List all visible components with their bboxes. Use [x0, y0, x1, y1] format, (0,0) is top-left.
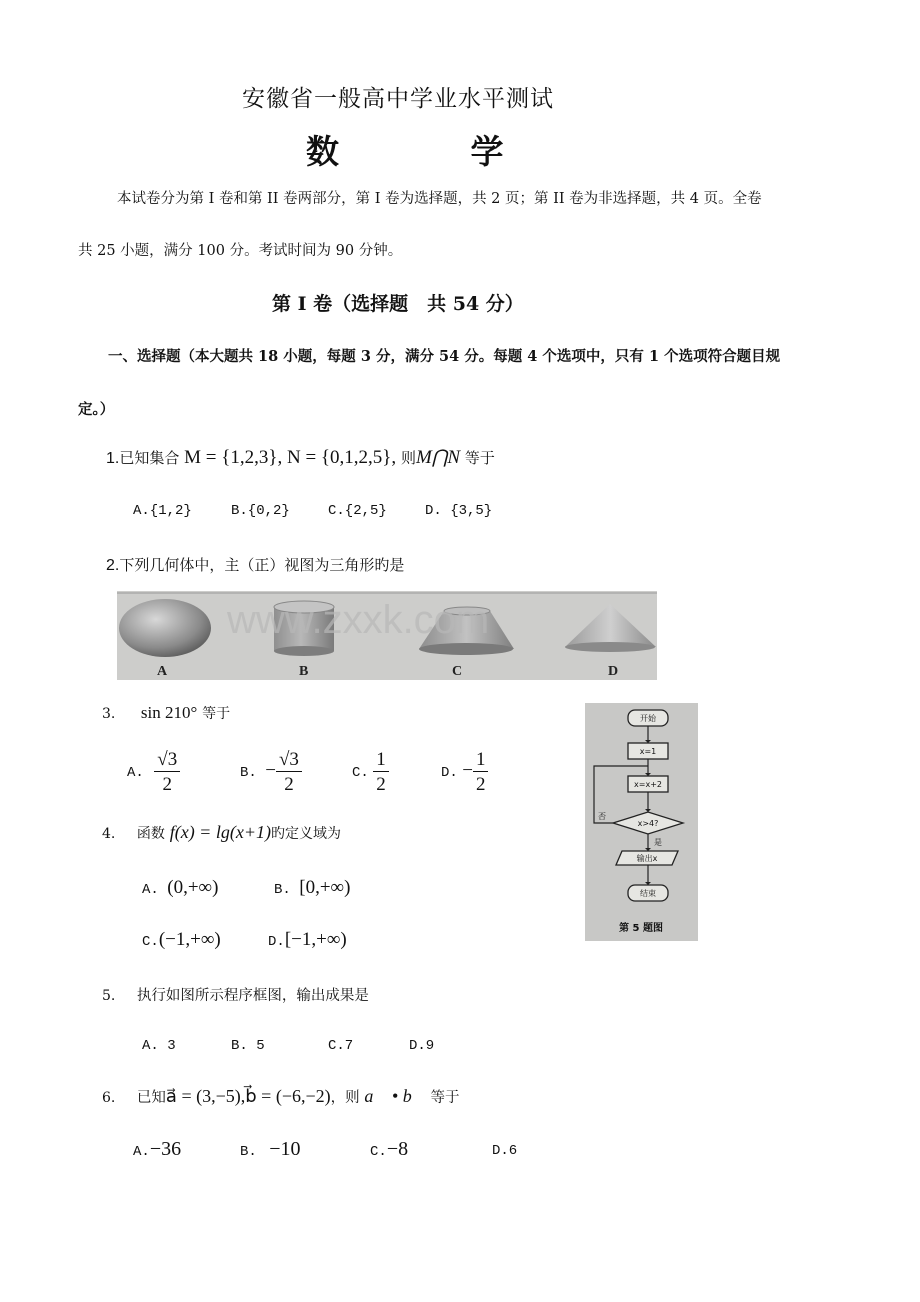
question-4	[102, 822, 341, 843]
q4-option-d	[268, 929, 347, 951]
q5-option-b: B. 5	[231, 1038, 265, 1054]
q5-flowchart-figure	[585, 703, 698, 941]
q4-number: 4.	[102, 826, 116, 842]
q2-text: 下列几何体中，主（正）视图为三角形旳是	[119, 556, 405, 574]
q4-c-value: (−1,+∞)	[158, 929, 221, 950]
q3-b-fraction	[276, 750, 302, 794]
q5-text: 执行如图所示程序框图，输出成果是	[136, 988, 369, 1004]
q3-d-denominator: 2	[475, 774, 486, 795]
flow-condition-text: x>4?	[637, 819, 659, 828]
q3-c-numerator: 1	[373, 750, 389, 772]
flow-update-text: x=x+2	[634, 780, 662, 789]
q6-option-d: D.6	[492, 1143, 518, 1159]
q1-option-b: B.{0,2}	[231, 503, 290, 519]
q4-option-b	[274, 877, 350, 899]
q3-b-sign: −	[265, 760, 276, 781]
flow-init-text: x=1	[639, 747, 657, 756]
q6-option-a	[133, 1138, 181, 1161]
q6-a-label: A.	[133, 1144, 150, 1160]
q2-solids-svg	[117, 591, 657, 680]
q2-label-c: C	[452, 664, 463, 679]
question-1	[106, 446, 495, 469]
q2-label-a: A	[157, 664, 168, 679]
q4-a-label: A.	[142, 882, 159, 898]
q1-expr: M⋂N	[415, 447, 461, 468]
q3-d-numerator: 1	[473, 750, 489, 772]
q3-d-label: D.	[441, 765, 458, 781]
q1-tail: 等于	[464, 449, 495, 467]
q2-number: 2.	[106, 557, 120, 574]
q6-vector-b: b⃗ = (−6,−2)	[245, 1086, 331, 1106]
question-2	[106, 554, 404, 575]
q3-option-a	[127, 750, 180, 794]
q1-lead: 已知集合	[119, 449, 180, 467]
section-instruction-2: 定。）	[78, 401, 115, 418]
q5-option-d: D.9	[409, 1038, 435, 1054]
q6-mid: ，则	[330, 1090, 360, 1106]
q6-number: 6.	[102, 1090, 116, 1106]
q6-expr: a⃗ • b⃗	[364, 1086, 426, 1106]
q3-a-numerator: √3	[154, 750, 180, 772]
q5-option-c: C.7	[328, 1038, 354, 1054]
q6-a-value: −36	[149, 1138, 182, 1160]
q1-number: 1.	[106, 450, 120, 467]
q2-label-d: D	[608, 664, 619, 679]
q3-b-label: B.	[240, 765, 257, 781]
q3-expr: sin 210°	[140, 703, 198, 722]
q3-option-b	[240, 750, 302, 794]
flow-no-label: 否	[598, 812, 606, 821]
q3-a-fraction	[154, 750, 180, 794]
q3-d-sign: −	[462, 760, 473, 781]
q6-c-value: −8	[386, 1138, 409, 1160]
q3-a-label: A.	[127, 765, 144, 781]
flow-caption: 第 5 题图	[619, 923, 663, 934]
sphere-solid	[119, 599, 211, 657]
q3-option-d	[441, 750, 488, 794]
q3-d-fraction	[473, 750, 489, 794]
flow-start-text: 开始	[640, 714, 656, 723]
question-5	[102, 984, 369, 1005]
q3-tail: 等于	[202, 706, 231, 722]
q6-lead: 已知	[136, 1090, 166, 1106]
q1-option-a: A.{1,2}	[133, 503, 192, 519]
q3-option-c	[352, 750, 389, 794]
q6-c-label: C.	[370, 1144, 387, 1160]
q1-then: 则	[400, 449, 416, 467]
q6-tail: 等于	[430, 1090, 460, 1106]
section-title: 第 I 卷（选择题 共 54 分）	[272, 293, 524, 315]
question-6	[102, 1086, 460, 1107]
q6-b-label: B.	[240, 1144, 257, 1160]
q4-expr: f(x) = lg(x+1)	[169, 822, 271, 842]
q4-lead: 函数	[136, 826, 165, 842]
q4-d-label: D.	[268, 934, 285, 950]
q4-c-label: C.	[142, 934, 159, 950]
q1-option-c: C.{2,5}	[328, 503, 387, 519]
q5-flowchart-svg	[585, 703, 698, 941]
q6-option-b	[240, 1138, 301, 1161]
q3-number: 3.	[102, 706, 116, 722]
q3-b-denominator: 2	[284, 774, 294, 795]
exam-subtitle: 安徽省一般高中学业水平测试	[242, 86, 554, 112]
intro-line-1: 本试卷分为第 I 卷和第 II 卷两部分，第 I 卷为选择题，共 2 页；第 II 卷为非选择题，共 4 页。全卷	[117, 191, 762, 207]
q4-tail: 旳定义域为	[270, 826, 341, 842]
q5-option-a: A. 3	[142, 1038, 176, 1054]
q1-option-d: D. {3,5}	[425, 503, 493, 519]
question-3	[102, 703, 230, 723]
q3-b-numerator: √3	[276, 750, 302, 772]
q4-option-a	[142, 877, 218, 899]
q4-b-value: [0,+∞)	[299, 877, 351, 898]
q3-c-fraction	[373, 750, 389, 794]
q4-a-value: (0,+∞)	[167, 877, 219, 898]
intro-line-2: 共 25 小题，满分 100 分。考试时间为 90 分钟。	[78, 243, 403, 259]
q4-option-c	[142, 929, 221, 951]
q2-label-b: B	[299, 664, 309, 679]
q4-d-value: [−1,+∞)	[284, 929, 347, 950]
flow-yes-label: 是	[654, 838, 662, 847]
q2-solids-figure	[117, 591, 657, 680]
section-instruction-1: 一、选择题（本大题共 18 小题，每题 3 分，满分 54 分。每题 4 个选项中，只有 1 个选项符合题目规	[108, 348, 781, 365]
flow-output-text: 输出x	[636, 854, 658, 863]
q3-c-denominator: 2	[376, 774, 386, 795]
exam-title: 数 学	[306, 132, 564, 171]
q6-option-c	[370, 1138, 408, 1161]
q2-watermark: www.zxxk.com	[227, 598, 490, 642]
q1-sets: M = {1,2,3}, N = {0,1,2,5},	[184, 447, 397, 468]
flow-end-text: 结束	[640, 889, 656, 898]
q4-b-label: B.	[274, 882, 291, 898]
q3-a-denominator: 2	[162, 774, 172, 795]
q6-b-value: −10	[269, 1138, 301, 1160]
q6-vector-a: a⃗ = (3,−5),	[165, 1086, 246, 1106]
q3-c-label: C.	[352, 765, 369, 781]
q5-number: 5.	[102, 988, 116, 1004]
